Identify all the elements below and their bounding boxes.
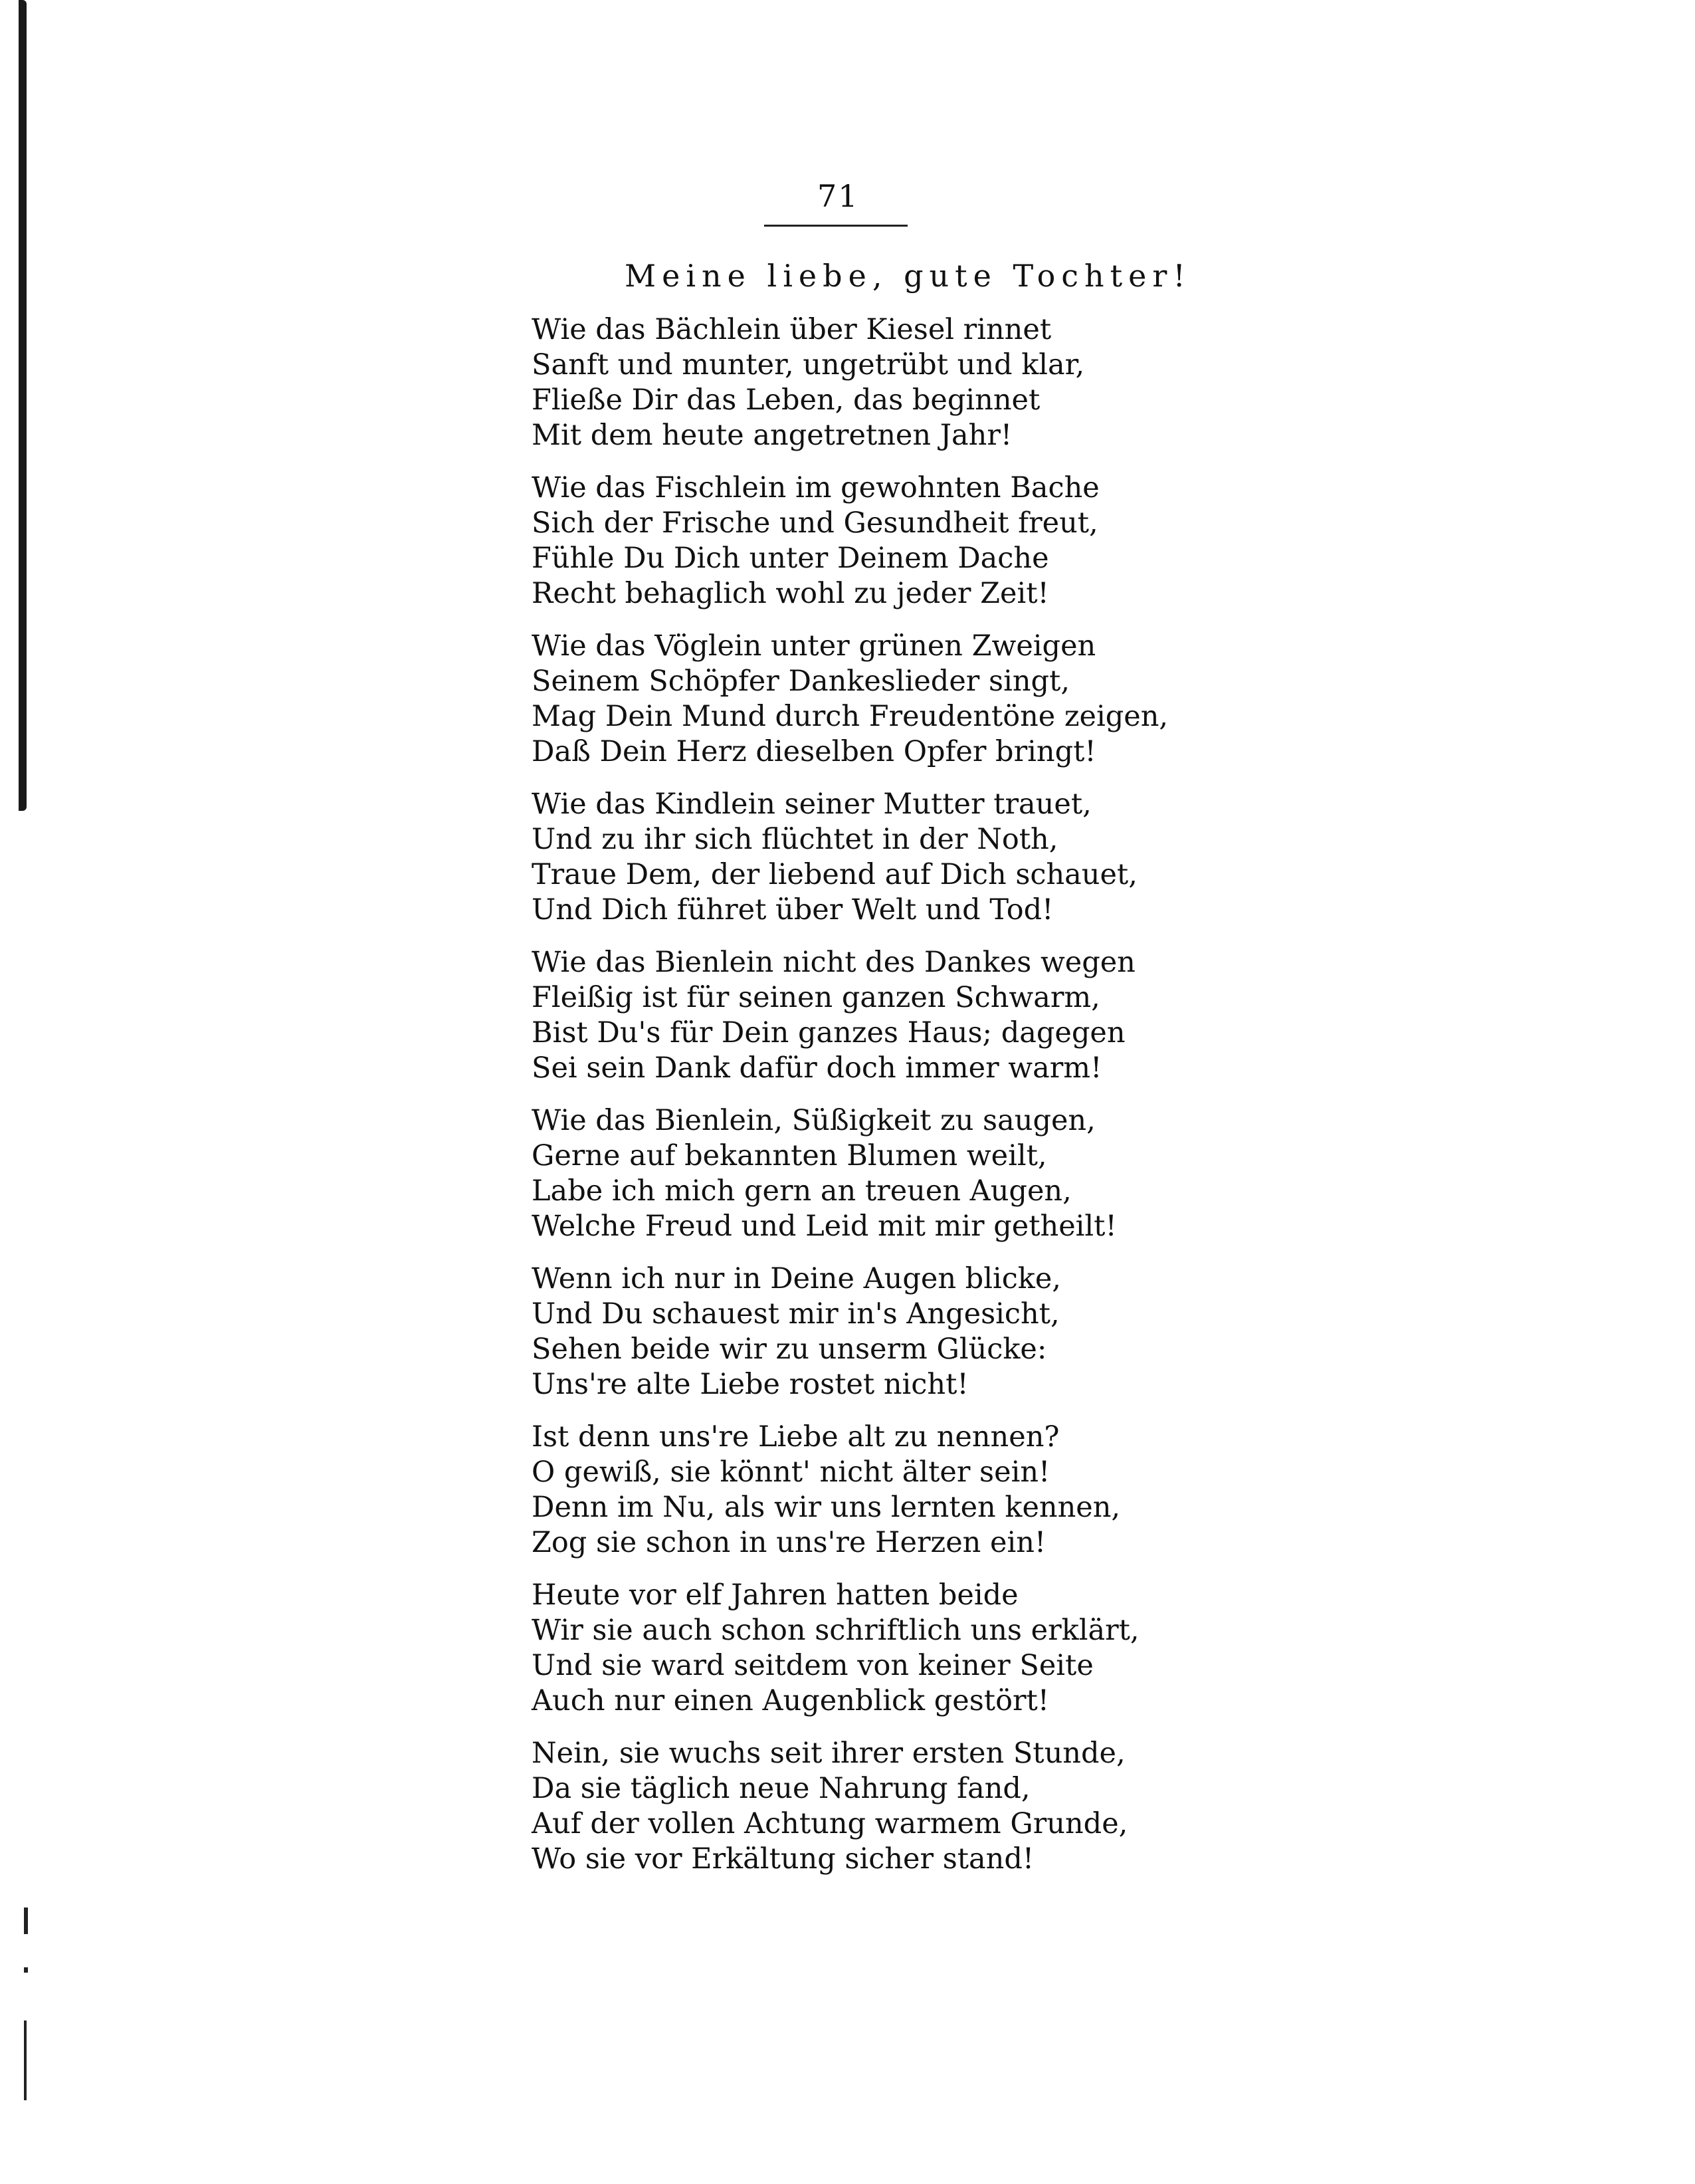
stanza bbox=[532, 945, 1196, 1086]
binding-mark bbox=[24, 1908, 28, 1934]
poem-line: Ist denn uns're Liebe alt zu nennen? bbox=[532, 1420, 1060, 1454]
poem-line: Fleißig ist für seinen ganzen Schwarm, bbox=[532, 981, 1100, 1014]
poem-line: Und Du schauest mir in's Angesicht, bbox=[532, 1297, 1060, 1331]
poem-line: Wie das Kindlein seiner Mutter trauet, bbox=[532, 788, 1092, 821]
poem-line: Auch nur einen Augenblick gestört! bbox=[532, 1684, 1050, 1717]
poem-line: Traue Dem, der liebend auf Dich schauet, bbox=[532, 858, 1138, 891]
poem-line: Wie das Bienlein, Süßigkeit zu saugen, bbox=[532, 1104, 1096, 1137]
poem-body bbox=[532, 312, 1196, 1894]
poem-line: Sehen beide wir zu unserm Glücke: bbox=[532, 1333, 1047, 1366]
poem-line: Wie das Fischlein im gewohnten Bache bbox=[532, 471, 1100, 504]
stanza bbox=[532, 1261, 1196, 1402]
poem-line: Wo sie vor Erkältung sicher stand! bbox=[532, 1842, 1035, 1876]
poem-line: Auf der vollen Achtung warmem Grunde, bbox=[532, 1807, 1128, 1840]
poem-line: Mag Dein Mund durch Freudentöne zeigen, bbox=[532, 700, 1169, 733]
poem-line: Recht behaglich wohl zu jeder Zeit! bbox=[532, 577, 1049, 610]
poem-line: Sei sein Dank dafür doch immer warm! bbox=[532, 1051, 1102, 1085]
binding-edge bbox=[19, 0, 27, 811]
poem-line: Bist Du's für Dein ganzes Haus; dagegen bbox=[532, 1016, 1126, 1049]
poem-line: Daß Dein Herz dieselben Opfer bringt! bbox=[532, 735, 1096, 768]
stanza bbox=[532, 1103, 1196, 1244]
poem-line: Heute vor elf Jahren hatten beide bbox=[532, 1579, 1019, 1612]
poem-line: Seinem Schöpfer Dankeslieder singt, bbox=[532, 665, 1070, 698]
poem-line: Fühle Du Dich unter Deinem Dache bbox=[532, 542, 1049, 575]
stanza bbox=[532, 1578, 1196, 1719]
poem-line: Da sie täglich neue Nahrung fand, bbox=[532, 1772, 1031, 1805]
poem-line: Wie das Bienlein nicht des Dankes wegen bbox=[532, 946, 1136, 979]
stanza bbox=[532, 312, 1196, 453]
poem-line: Mit dem heute angetretnen Jahr! bbox=[532, 419, 1013, 452]
poem-line: Gerne auf bekannten Blumen weilt, bbox=[532, 1139, 1047, 1172]
stanza bbox=[532, 1736, 1196, 1877]
poem-line: Und sie ward seitdem von keiner Seite bbox=[532, 1649, 1094, 1682]
page-number-rule bbox=[764, 225, 908, 227]
poem-line: Wie das Bächlein über Kiesel rinnet bbox=[532, 313, 1052, 346]
poem-line: Wie das Vöglein unter grünen Zweigen bbox=[532, 629, 1096, 663]
stanza bbox=[532, 629, 1196, 770]
poem-line: Denn im Nu, als wir uns lernten kennen, bbox=[532, 1491, 1121, 1524]
poem-line: Sanft und munter, ungetrübt und klar, bbox=[532, 348, 1085, 382]
poem-line: Zog sie schon in uns're Herzen ein! bbox=[532, 1526, 1047, 1559]
poem-line: Fließe Dir das Leben, das beginnet bbox=[532, 383, 1041, 417]
stanza bbox=[532, 1420, 1196, 1561]
stanza bbox=[532, 787, 1196, 928]
poem-title: Meine liebe, gute Tochter! bbox=[625, 258, 1191, 294]
poem-line: Sich der Frische und Gesundheit freut, bbox=[532, 506, 1098, 540]
page-number: 71 bbox=[817, 178, 859, 214]
binding-mark bbox=[24, 1967, 28, 1973]
poem-line: O gewiß, sie könnt' nicht älter sein! bbox=[532, 1456, 1050, 1489]
poem-line: Nein, sie wuchs seit ihrer ersten Stunde, bbox=[532, 1737, 1126, 1770]
poem-line: Welche Freud und Leid mit mir getheilt! bbox=[532, 1210, 1117, 1243]
poem-line: Und Dich führet über Welt und Tod! bbox=[532, 893, 1054, 927]
binding-mark bbox=[24, 2020, 27, 2100]
poem-line: Wir sie auch schon schriftlich uns erklärt, bbox=[532, 1614, 1140, 1647]
poem-line: Uns're alte Liebe rostet nicht! bbox=[532, 1368, 969, 1401]
stanza bbox=[532, 471, 1196, 611]
poem-line: Und zu ihr sich flüchtet in der Noth, bbox=[532, 823, 1058, 856]
poem-line: Labe ich mich gern an treuen Augen, bbox=[532, 1174, 1072, 1208]
poem-line: Wenn ich nur in Deine Augen blicke, bbox=[532, 1262, 1061, 1295]
